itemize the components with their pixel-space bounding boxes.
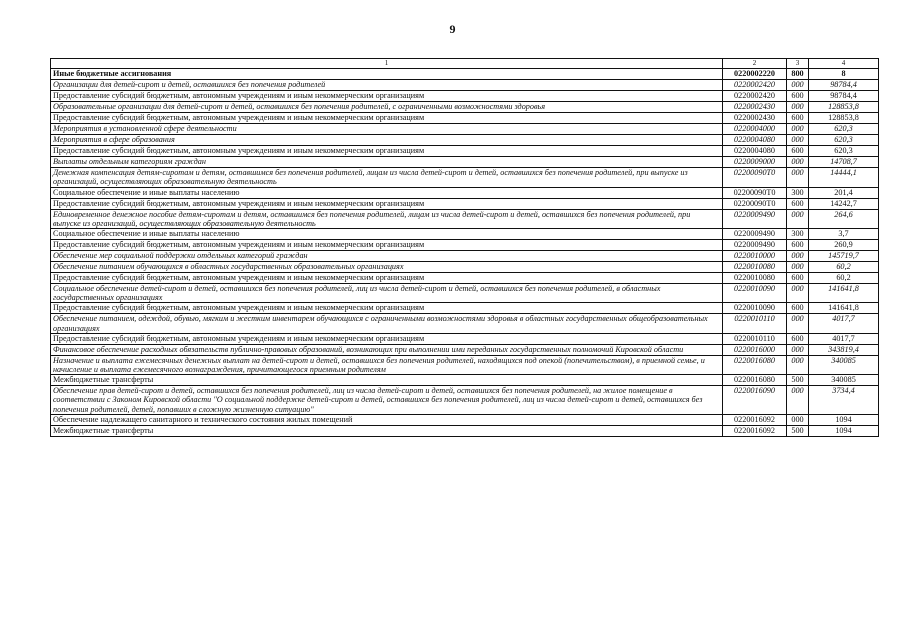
row-type: 000 <box>787 251 809 262</box>
row-description: Выплаты отдельным категориям граждан <box>51 157 723 168</box>
row-type: 000 <box>787 102 809 113</box>
header-col-4: 4 <box>809 59 879 69</box>
table-row <box>51 135 879 146</box>
header-col-3: 3 <box>787 59 809 69</box>
row-type: 000 <box>787 157 809 168</box>
row-amount: 128853,8 <box>809 102 879 113</box>
row-type: 000 <box>787 262 809 273</box>
row-code: 0220004080 <box>723 146 787 157</box>
table-row <box>51 425 879 436</box>
table-row <box>51 333 879 344</box>
row-amount: 128853,8 <box>809 113 879 124</box>
row-code: 0220016080 <box>723 375 787 386</box>
table-row <box>51 146 879 157</box>
row-type: 000 <box>787 80 809 91</box>
table-row <box>51 102 879 113</box>
table-row <box>51 168 879 187</box>
row-description: Иные бюджетные ассигнования <box>51 69 723 80</box>
row-code: 0220002430 <box>723 113 787 124</box>
table-row <box>51 240 879 251</box>
row-amount: 98784,4 <box>809 80 879 91</box>
row-amount: 4017,7 <box>809 314 879 333</box>
row-amount: 620,3 <box>809 124 879 135</box>
row-type: 600 <box>787 91 809 102</box>
row-code: 0220010090 <box>723 303 787 314</box>
row-type: 000 <box>787 209 809 228</box>
row-code: 0220016000 <box>723 344 787 355</box>
row-code: 0220009000 <box>723 157 787 168</box>
row-description: Обеспечение питанием, одеждой, обувью, мягким и жестким инвентарем обучающихся с ограниченными возможностями здоровья в областных государственных общеобразовательных организациях <box>51 314 723 333</box>
row-code: 0220002420 <box>723 91 787 102</box>
header-col-1: 1 <box>51 59 723 69</box>
row-description: Денежная компенсация детям-сиротам и детям, оставшимся без попечения родителей, лицам из числа детей-сирот и детей, оставшихся без попечения родителей, при выпуске из организаций, осуществляющих образовательную деятельность <box>51 168 723 187</box>
row-type: 800 <box>787 69 809 80</box>
row-type: 000 <box>787 386 809 415</box>
row-description: Предоставление субсидий бюджетным, автономным учреждениям и иным некоммерческим организациям <box>51 91 723 102</box>
row-description: Предоставление субсидий бюджетным, автономным учреждениям и иным некоммерческим организациям <box>51 146 723 157</box>
row-code: 0220002220 <box>723 69 787 80</box>
row-code: 0220010000 <box>723 251 787 262</box>
row-code: 02200090Т0 <box>723 198 787 209</box>
row-type: 600 <box>787 198 809 209</box>
row-amount: 343819,4 <box>809 344 879 355</box>
row-description: Обеспечение прав детей-сирот и детей, оставшихся без попечения родителей, лиц из числа детей-сирот и детей, оставшихся без попечения родителей, на жилое помещение в соответствии с Законом Кировской области "О социальной поддержке детей-сирот и детей, оставшихся без попечения родителей, лиц из числа детей-сирот и детей, оставшихся без попечения родителей, детей, попавших в сложную жизненную ситуацию" <box>51 386 723 415</box>
row-type: 300 <box>787 187 809 198</box>
row-description: Межбюджетные трансферты <box>51 375 723 386</box>
budget-table <box>50 58 879 437</box>
row-description: Социальное обеспечение и иные выплаты населению <box>51 229 723 240</box>
row-description: Социальное обеспечение детей-сирот и детей, оставшихся без попечения родителей, лиц из числа детей-сирот и детей, оставшихся без попечения родителей, в областных государственных организациях <box>51 284 723 303</box>
table-row <box>51 157 879 168</box>
row-type: 000 <box>787 284 809 303</box>
row-code: 0220002430 <box>723 102 787 113</box>
row-description: Обеспечение надлежащего санитарного и технического состояния жилых помещений <box>51 414 723 425</box>
table-row <box>51 229 879 240</box>
table-row <box>51 209 879 228</box>
row-type: 000 <box>787 314 809 333</box>
row-description: Социальное обеспечение и иные выплаты населению <box>51 187 723 198</box>
row-amount: 14708,7 <box>809 157 879 168</box>
row-code: 0220009490 <box>723 209 787 228</box>
row-description: Предоставление субсидий бюджетным, автономным учреждениям и иным некоммерческим организациям <box>51 240 723 251</box>
row-code: 0220009490 <box>723 229 787 240</box>
row-code: 0220004000 <box>723 124 787 135</box>
table-row <box>51 198 879 209</box>
row-amount: 264,6 <box>809 209 879 228</box>
row-code: 0220002420 <box>723 80 787 91</box>
row-type: 300 <box>787 229 809 240</box>
row-code: 02200090Т0 <box>723 187 787 198</box>
row-type: 600 <box>787 113 809 124</box>
row-amount: 98784,4 <box>809 91 879 102</box>
row-code: 0220010080 <box>723 273 787 284</box>
row-amount: 340085 <box>809 375 879 386</box>
row-description: Финансовое обеспечение расходных обязательств публично-правовых образований, возникающих при выполнении ими переданных государственных полномочий Кировской области <box>51 344 723 355</box>
row-amount: 145719,7 <box>809 251 879 262</box>
table-row <box>51 273 879 284</box>
row-code: 0220010090 <box>723 284 787 303</box>
row-amount: 1094 <box>809 425 879 436</box>
row-description: Предоставление субсидий бюджетным, автономным учреждениям и иным некоммерческим организациям <box>51 273 723 284</box>
row-description: Предоставление субсидий бюджетным, автономным учреждениям и иным некоммерческим организациям <box>51 198 723 209</box>
row-amount: 60,2 <box>809 262 879 273</box>
row-type: 000 <box>787 168 809 187</box>
row-description: Мероприятия в сфере образования <box>51 135 723 146</box>
row-code: 0220010080 <box>723 262 787 273</box>
row-amount: 14242,7 <box>809 198 879 209</box>
row-description: Межбюджетные трансферты <box>51 425 723 436</box>
row-code: 0220010110 <box>723 333 787 344</box>
row-type: 600 <box>787 146 809 157</box>
table-row <box>51 69 879 80</box>
table-row <box>51 124 879 135</box>
row-code: 0220016092 <box>723 425 787 436</box>
row-description: Предоставление субсидий бюджетным, автономным учреждениям и иным некоммерческим организациям <box>51 113 723 124</box>
table-row <box>51 284 879 303</box>
table-row <box>51 187 879 198</box>
row-type: 500 <box>787 425 809 436</box>
table-row <box>51 91 879 102</box>
table-row <box>51 414 879 425</box>
row-amount: 3734,4 <box>809 386 879 415</box>
row-type: 000 <box>787 414 809 425</box>
row-code: 0220016092 <box>723 414 787 425</box>
row-code: 02200090Т0 <box>723 168 787 187</box>
row-amount: 1094 <box>809 414 879 425</box>
row-description: Обеспечение мер социальной поддержки отдельных категорий граждан <box>51 251 723 262</box>
row-type: 500 <box>787 375 809 386</box>
row-code: 0220004080 <box>723 135 787 146</box>
row-type: 600 <box>787 303 809 314</box>
row-description: Предоставление субсидий бюджетным, автономным учреждениям и иным некоммерческим организациям <box>51 333 723 344</box>
row-code: 0220016090 <box>723 386 787 415</box>
table-row <box>51 303 879 314</box>
row-amount: 141641,8 <box>809 284 879 303</box>
row-amount: 3,7 <box>809 229 879 240</box>
row-description: Мероприятия в установленной сфере деятельности <box>51 124 723 135</box>
table-header-row <box>51 59 879 69</box>
header-col-2: 2 <box>723 59 787 69</box>
row-amount: 8 <box>809 69 879 80</box>
table-row <box>51 386 879 415</box>
row-amount: 620,3 <box>809 135 879 146</box>
row-amount: 141641,8 <box>809 303 879 314</box>
row-code: 0220016080 <box>723 355 787 374</box>
row-amount: 4017,7 <box>809 333 879 344</box>
table-row <box>51 375 879 386</box>
row-amount: 260,9 <box>809 240 879 251</box>
row-description: Организации для детей-сирот и детей, оставшихся без попечения родителей <box>51 80 723 91</box>
table-row <box>51 113 879 124</box>
row-type: 000 <box>787 124 809 135</box>
table-row <box>51 251 879 262</box>
row-code: 0220010110 <box>723 314 787 333</box>
row-description: Назначение и выплата ежемесячных денежных выплат на детей-сирот и детей, оставшихся без попечения родителей, находящихся под опекой (попечительством), в приемной семье, и начисление и выплата ежемесячного вознаграждения, причитающегося приемным родителям <box>51 355 723 374</box>
row-type: 600 <box>787 333 809 344</box>
row-description: Образовательные организации для детей-сирот и детей, оставшихся без попечения родителей, с ограниченными возможностями здоровья <box>51 102 723 113</box>
row-amount: 340085 <box>809 355 879 374</box>
table-row <box>51 344 879 355</box>
row-amount: 14444,1 <box>809 168 879 187</box>
table-row <box>51 262 879 273</box>
row-amount: 60,2 <box>809 273 879 284</box>
row-amount: 620,3 <box>809 146 879 157</box>
page-number: 9 <box>449 22 456 36</box>
row-type: 000 <box>787 355 809 374</box>
row-description: Единовременное денежное пособие детям-сиротам и детям, оставшимся без попечения родителей, лицам из числа детей-сирот и детей, оставшихся без попечения родителей, при выпуске из организаций, осуществляющих образовательную деятельность <box>51 209 723 228</box>
table-row <box>51 355 879 374</box>
row-type: 600 <box>787 273 809 284</box>
row-type: 000 <box>787 344 809 355</box>
row-amount: 201,4 <box>809 187 879 198</box>
row-code: 0220009490 <box>723 240 787 251</box>
table-row <box>51 314 879 333</box>
row-type: 000 <box>787 135 809 146</box>
row-type: 600 <box>787 240 809 251</box>
row-description: Предоставление субсидий бюджетным, автономным учреждениям и иным некоммерческим организациям <box>51 303 723 314</box>
row-description: Обеспечение питанием обучающихся в областных государственных образовательных организациях <box>51 262 723 273</box>
table-row <box>51 80 879 91</box>
